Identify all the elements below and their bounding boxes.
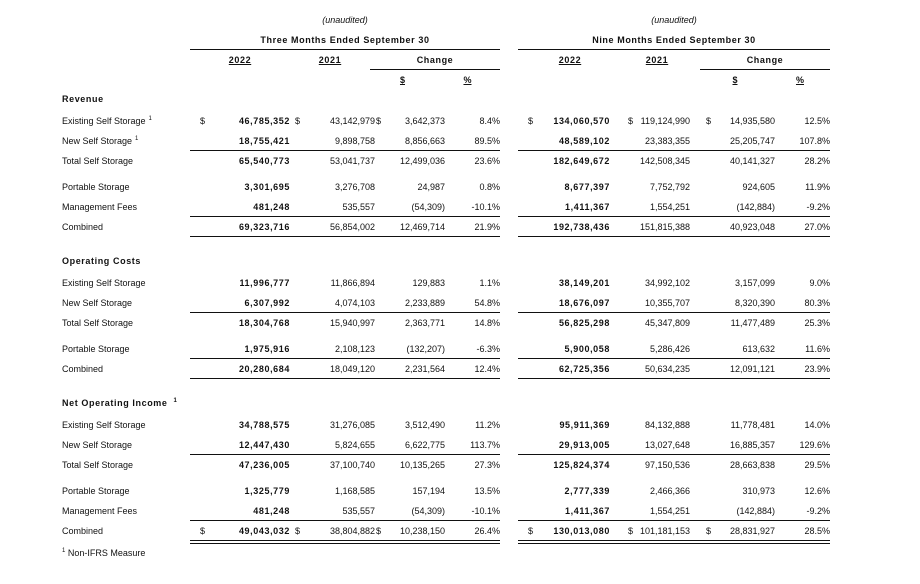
- current-year-value-n: 130,013,080: [553, 526, 610, 536]
- row-label: [62, 526, 103, 537]
- prior-year-value-q: 9,898,758: [334, 136, 375, 146]
- percent-change-n: 129.6%: [799, 440, 830, 450]
- row-label: [62, 506, 137, 517]
- dollar-sign: $: [295, 116, 301, 126]
- row-label-text: Existing Self Storage: [62, 420, 146, 430]
- prior-year-value-n: 45,347,809: [644, 318, 690, 328]
- row-label-text: Portable Storage: [62, 344, 130, 354]
- dollar-change-n: 28,663,838: [729, 460, 775, 470]
- prior-year-value-q: 18,049,120: [329, 364, 375, 374]
- dollar-change-q: 2,233,889: [404, 298, 445, 308]
- footnote-text: Non-IFRS Measure: [67, 548, 146, 558]
- percent-change-q: -6.3%: [476, 344, 500, 354]
- current-year-value-q: 11,996,777: [239, 278, 290, 288]
- dollar-change-q: (132,207): [406, 344, 445, 354]
- percent-change-q: 113.7%: [470, 440, 500, 450]
- row-label-text: New Self Storage: [62, 298, 133, 308]
- dollar-change-n: (142,884): [736, 506, 775, 516]
- percent-change-q: 13.5%: [474, 486, 500, 496]
- dollar-change-q: 12,469,714: [399, 222, 445, 232]
- percent-change-q: -10.1%: [471, 506, 500, 516]
- footnote: [62, 548, 145, 559]
- row-label-text: Total Self Storage: [62, 318, 134, 328]
- row-label: [62, 202, 137, 213]
- dollar-change-n: 3,157,099: [734, 278, 775, 288]
- section-title-text: Net Operating Income: [62, 398, 168, 408]
- row-label: [62, 420, 146, 431]
- current-year-value-n: 2,777,339: [564, 486, 610, 496]
- subtotal-rule: [190, 358, 500, 359]
- dollar-sign: $: [376, 526, 382, 536]
- dollar-change-n: 40,141,327: [729, 156, 775, 166]
- current-year-value-q: 18,755,421: [238, 136, 290, 146]
- row-label: [62, 116, 152, 127]
- current-year-value-n: 18,676,097: [558, 298, 610, 308]
- prior-year-value-q: 3,276,708: [334, 182, 375, 192]
- subtotal-rule: [518, 236, 830, 237]
- dollar-change-n: 613,632: [742, 344, 775, 354]
- dollar-sign: $: [200, 526, 206, 536]
- percent-col-header-three-months: %: [463, 75, 472, 85]
- subtotal-rule: [518, 358, 830, 359]
- percent-change-q: 14.8%: [474, 318, 500, 328]
- dollar-change-q: 6,622,775: [404, 440, 445, 450]
- current-year-value-n: 1,411,367: [565, 506, 610, 516]
- subtotal-rule: [190, 150, 500, 151]
- dollar-change-q: 10,238,150: [399, 526, 445, 536]
- percent-change-q: 12.4%: [474, 364, 500, 374]
- current-year-value-q: 481,248: [253, 506, 290, 516]
- subtotal-rule: [190, 454, 500, 455]
- dollar-change-n: 12,091,121: [729, 364, 775, 374]
- row-label: [62, 278, 146, 289]
- dollar-col-header-nine-months: $: [732, 75, 738, 85]
- percent-change-n: -9.2%: [806, 202, 830, 212]
- dollar-change-q: 8,856,663: [404, 136, 445, 146]
- percent-change-n: 80.3%: [804, 298, 830, 308]
- dollar-sign: $: [628, 526, 634, 536]
- prior-year-value-n: 50,634,235: [644, 364, 690, 374]
- percent-change-n: 28.5%: [804, 526, 830, 536]
- row-label: [62, 136, 138, 147]
- year-2022-three-months: 2022: [228, 55, 252, 65]
- dollar-change-n: (142,884): [736, 202, 775, 212]
- percent-change-q: 23.6%: [474, 156, 500, 166]
- year-2021-three-months: 2021: [318, 55, 342, 65]
- row-label-text: Total Self Storage: [62, 460, 134, 470]
- prior-year-value-n: 97,150,536: [644, 460, 690, 470]
- current-year-value-n: 192,738,436: [553, 222, 610, 232]
- percent-change-n: 11.9%: [805, 182, 830, 192]
- current-year-value-q: 69,323,716: [238, 222, 290, 232]
- dollar-change-n: 40,923,048: [729, 222, 775, 232]
- year-2022-nine-months: 2022: [558, 55, 582, 65]
- row-label-text: Management Fees: [62, 506, 138, 516]
- row-label: [62, 486, 130, 497]
- current-year-value-n: 56,825,298: [558, 318, 610, 328]
- current-year-value-q: 65,540,773: [238, 156, 290, 166]
- percent-change-q: 0.8%: [479, 182, 500, 192]
- prior-year-value-q: 38,804,882: [329, 526, 375, 536]
- percent-change-n: 28.2%: [804, 156, 830, 166]
- section-title-text: Operating Costs: [62, 256, 142, 266]
- subtotal-rule: [190, 236, 500, 237]
- row-label-text: New Self Storage: [62, 136, 133, 146]
- prior-year-value-q: 2,108,123: [334, 344, 375, 354]
- dollar-change-q: 129,883: [412, 278, 445, 288]
- change-header-three-months: Change: [416, 55, 454, 65]
- row-label: [62, 182, 130, 193]
- dollar-change-n: 28,831,927: [729, 526, 775, 536]
- percent-change-q: 1.1%: [479, 278, 500, 288]
- prior-year-value-n: 13,027,648: [644, 440, 690, 450]
- percent-change-n: 9.0%: [809, 278, 830, 288]
- row-label: [62, 318, 133, 329]
- prior-year-value-q: 56,854,002: [329, 222, 375, 232]
- percent-change-n: 12.6%: [804, 486, 830, 496]
- dollar-change-q: 2,231,564: [404, 364, 445, 374]
- current-year-value-n: 1,411,367: [565, 202, 610, 212]
- current-year-value-n: 5,900,058: [564, 344, 610, 354]
- section-title: [62, 94, 104, 105]
- percent-col-header-nine-months: %: [795, 75, 804, 85]
- subtotal-rule: [518, 216, 830, 217]
- row-label-text: Existing Self Storage: [62, 278, 146, 288]
- footnote-marker: 1: [62, 548, 66, 554]
- subtotal-rule: [190, 312, 500, 313]
- row-footnote-marker: 1: [135, 136, 139, 142]
- percent-change-q: 26.4%: [474, 526, 500, 536]
- section-title: [62, 256, 141, 267]
- current-year-value-q: 34,788,575: [238, 420, 290, 430]
- header-rule-nine-months: [518, 49, 830, 50]
- prior-year-value-q: 31,276,085: [329, 420, 375, 430]
- current-year-value-q: 47,236,005: [238, 460, 290, 470]
- change-header-nine-months: Change: [746, 55, 784, 65]
- dollar-change-q: 12,499,036: [399, 156, 445, 166]
- dollar-change-n: 924,605: [742, 182, 775, 192]
- prior-year-value-q: 11,866,894: [330, 278, 375, 288]
- current-year-value-q: 6,307,992: [244, 298, 290, 308]
- row-label-text: Combined: [62, 526, 104, 536]
- section-title: [62, 398, 177, 409]
- current-year-value-q: 1,325,779: [244, 486, 290, 496]
- prior-year-value-n: 101,181,153: [639, 526, 690, 536]
- dollar-change-n: 11,477,489: [730, 318, 775, 328]
- percent-change-q: 54.8%: [474, 298, 500, 308]
- prior-year-value-n: 2,466,366: [649, 486, 690, 496]
- row-label-text: Combined: [62, 364, 104, 374]
- row-label: [62, 344, 130, 355]
- subtotal-rule: [518, 150, 830, 151]
- prior-year-value-n: 34,992,102: [644, 278, 690, 288]
- percent-change-n: 27.0%: [804, 222, 830, 232]
- dollar-sign: $: [706, 526, 712, 536]
- row-label-text: Portable Storage: [62, 486, 130, 496]
- header-rule-three-months: [190, 49, 500, 50]
- dollar-change-q: 3,642,373: [404, 116, 445, 126]
- percent-change-n: 12.5%: [804, 116, 830, 126]
- prior-year-value-q: 53,041,737: [329, 156, 375, 166]
- percent-change-q: 89.5%: [474, 136, 500, 146]
- dollar-change-n: 8,320,390: [734, 298, 775, 308]
- current-year-value-n: 134,060,570: [553, 116, 610, 126]
- current-year-value-q: 1,975,916: [244, 344, 290, 354]
- dollar-change-q: 157,194: [412, 486, 445, 496]
- period-header-nine-months: Nine Months Ended September 30: [592, 35, 756, 45]
- current-year-value-n: 8,677,397: [564, 182, 610, 192]
- dollar-sign: $: [528, 116, 534, 126]
- current-year-value-n: 48,589,102: [558, 136, 610, 146]
- dollar-col-header-three-months: $: [399, 75, 405, 85]
- current-year-value-n: 182,649,672: [553, 156, 610, 166]
- dollar-change-q: (54,309): [411, 506, 445, 516]
- prior-year-value-n: 151,815,388: [639, 222, 690, 232]
- percent-change-q: -10.1%: [471, 202, 500, 212]
- subtotal-rule: [518, 520, 830, 521]
- year-2021-nine-months: 2021: [645, 55, 669, 65]
- dollar-change-n: 25,205,747: [729, 136, 775, 146]
- prior-year-value-q: 535,557: [342, 506, 375, 516]
- current-year-value-q: 18,304,768: [238, 318, 290, 328]
- prior-year-value-n: 84,132,888: [644, 420, 690, 430]
- prior-year-value-n: 1,554,251: [649, 202, 690, 212]
- section-title-footnote-marker: 1: [173, 398, 178, 404]
- percent-change-q: 21.9%: [474, 222, 500, 232]
- prior-year-value-n: 7,752,792: [649, 182, 690, 192]
- current-year-value-q: 49,043,032: [238, 526, 290, 536]
- subtotal-rule: [518, 312, 830, 313]
- section-title-text: Revenue: [62, 94, 104, 104]
- current-year-value-n: 62,725,356: [558, 364, 610, 374]
- percent-change-q: 27.3%: [474, 460, 500, 470]
- prior-year-value-q: 15,940,997: [329, 318, 375, 328]
- row-label: [62, 364, 103, 375]
- period-header-three-months: Three Months Ended September 30: [260, 35, 430, 45]
- row-label: [62, 156, 133, 167]
- dollar-sign: $: [528, 526, 534, 536]
- prior-year-value-q: 4,074,103: [334, 298, 375, 308]
- current-year-value-n: 29,913,005: [558, 440, 610, 450]
- subtotal-rule: [190, 520, 500, 521]
- prior-year-value-n: 119,124,990: [640, 116, 690, 126]
- prior-year-value-q: 43,142,979: [329, 116, 375, 126]
- dollar-change-q: 3,512,490: [404, 420, 445, 430]
- subtotal-rule: [518, 454, 830, 455]
- current-year-value-q: 46,785,352: [238, 116, 290, 126]
- dollar-change-n: 11,778,481: [730, 420, 775, 430]
- prior-year-value-q: 5,824,655: [334, 440, 375, 450]
- dollar-change-q: 2,363,771: [404, 318, 445, 328]
- dollar-change-n: 16,885,357: [729, 440, 775, 450]
- prior-year-value-n: 23,383,355: [644, 136, 690, 146]
- current-year-value-q: 3,301,695: [244, 182, 290, 192]
- percent-change-n: 107.8%: [799, 136, 830, 146]
- prior-year-value-n: 1,554,251: [649, 506, 690, 516]
- current-year-value-n: 95,911,369: [559, 420, 610, 430]
- subtotal-rule: [190, 378, 500, 379]
- percent-change-n: 29.5%: [804, 460, 830, 470]
- dollar-change-n: 310,973: [742, 486, 775, 496]
- row-footnote-marker: 1: [148, 116, 152, 122]
- percent-change-n: -9.2%: [806, 506, 830, 516]
- row-label: [62, 440, 132, 451]
- percent-change-n: 23.9%: [804, 364, 830, 374]
- unaudited-label-three-months: (unaudited): [322, 15, 368, 25]
- dollar-change-q: 24,987: [417, 182, 445, 192]
- dollar-sign: $: [706, 116, 712, 126]
- double-rule: [190, 543, 500, 544]
- subtotal-rule: [518, 378, 830, 379]
- current-year-value-n: 38,149,201: [558, 278, 610, 288]
- dollar-change-q: (54,309): [411, 202, 445, 212]
- unaudited-label-nine-months: (unaudited): [651, 15, 697, 25]
- row-label-text: New Self Storage: [62, 440, 133, 450]
- prior-year-value-n: 142,508,345: [639, 156, 690, 166]
- dollar-sign: $: [200, 116, 206, 126]
- percent-change-n: 11.6%: [805, 344, 830, 354]
- prior-year-value-n: 5,286,426: [649, 344, 690, 354]
- double-rule: [518, 543, 830, 544]
- row-label-text: Combined: [62, 222, 104, 232]
- dollar-sign: $: [295, 526, 301, 536]
- dollar-change-q: 10,135,265: [399, 460, 445, 470]
- change-rule-three-months: [370, 69, 500, 70]
- row-label-text: Management Fees: [62, 202, 138, 212]
- dollar-change-n: 14,935,580: [729, 116, 775, 126]
- prior-year-value-q: 1,168,585: [334, 486, 375, 496]
- current-year-value-q: 481,248: [253, 202, 290, 212]
- percent-change-q: 8.4%: [479, 116, 500, 126]
- prior-year-value-n: 10,355,707: [644, 298, 690, 308]
- dollar-sign: $: [376, 116, 382, 126]
- prior-year-value-q: 535,557: [342, 202, 375, 212]
- percent-change-n: 25.3%: [804, 318, 830, 328]
- row-label: [62, 298, 132, 309]
- current-year-value-q: 20,280,684: [238, 364, 290, 374]
- prior-year-value-q: 37,100,740: [329, 460, 375, 470]
- current-year-value-q: 12,447,430: [238, 440, 290, 450]
- percent-change-q: 11.2%: [475, 420, 500, 430]
- percent-change-n: 14.0%: [804, 420, 830, 430]
- row-label: [62, 222, 103, 233]
- row-label-text: Total Self Storage: [62, 156, 134, 166]
- row-label: [62, 460, 133, 471]
- subtotal-rule: [190, 216, 500, 217]
- row-label-text: Existing Self Storage: [62, 116, 146, 126]
- row-label-text: Portable Storage: [62, 182, 130, 192]
- subtotal-rule: [190, 540, 500, 541]
- dollar-sign: $: [628, 116, 634, 126]
- current-year-value-n: 125,824,374: [553, 460, 610, 470]
- change-rule-nine-months: [700, 69, 830, 70]
- subtotal-rule: [518, 540, 830, 541]
